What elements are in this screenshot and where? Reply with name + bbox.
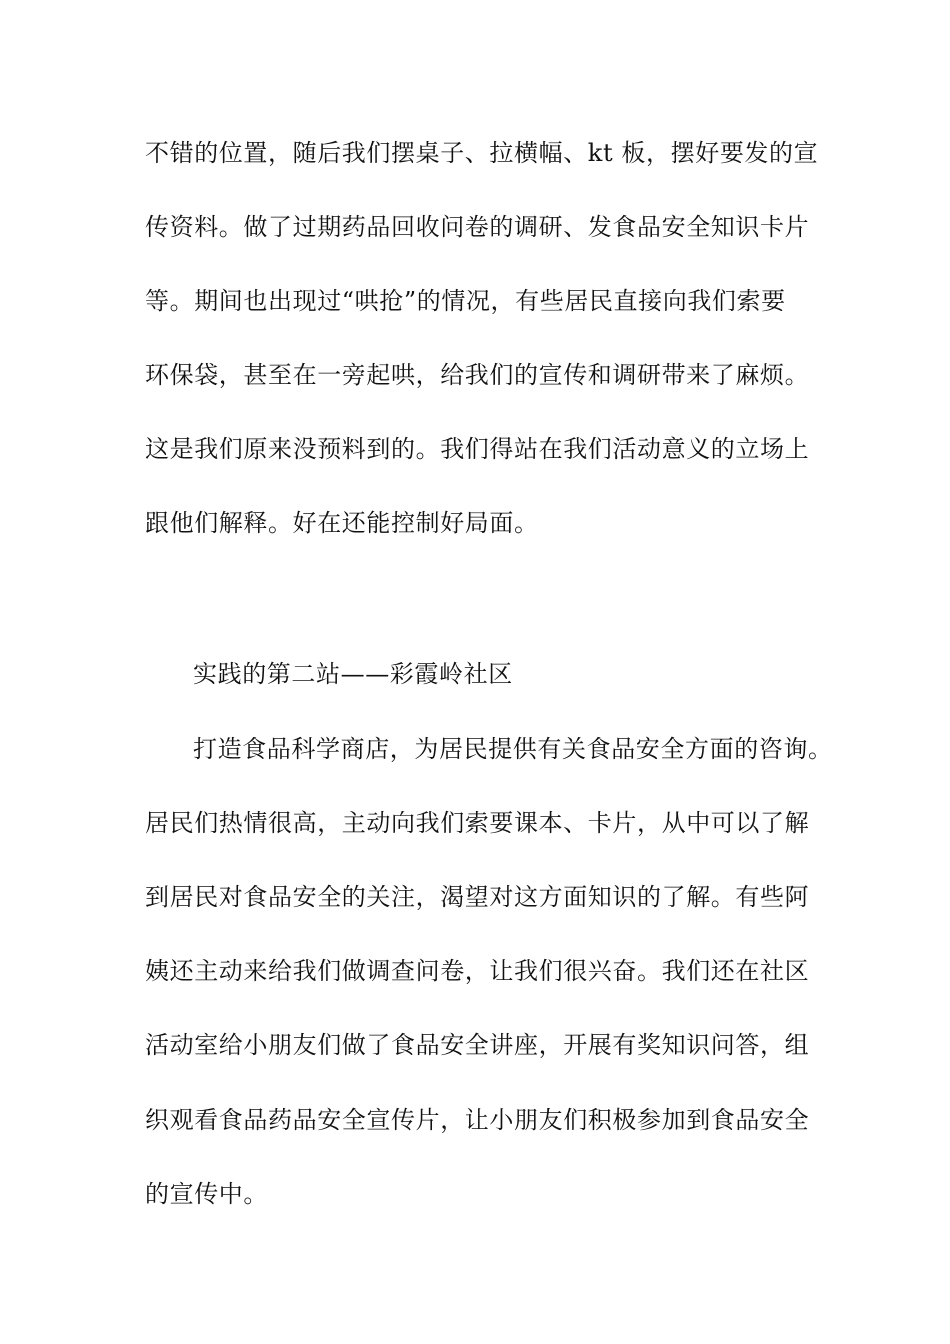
paragraph-1-line-4: 环保袋，甚至在一旁起哄，给我们的宣传和调研带来了麻烦。 [145,361,810,389]
paragraph-1-line-6: 跟他们解释。好在还能控制好局面。 [145,509,539,537]
paragraph-1-line-1: 不错的位置，随后我们摆桌子、拉横幅、kt 板，摆好要发的宣 [145,139,819,167]
paragraph-1-line-5: 这是我们原来没预料到的。我们得站在我们活动意义的立场上 [145,435,810,463]
paragraph-2-line-3: 到居民对食品安全的关注，渴望对这方面知识的了解。有些阿 [145,883,810,911]
paragraph-2-line-7: 的宣传中。 [145,1180,268,1208]
paragraph-2-line-6: 织观看食品药品安全宣传片，让小朋友们积极参加到食品安全 [145,1106,810,1134]
paragraph-1-line-3: 等。期间也出现过“哄抢”的情况，有些居民直接向我们索要 [145,287,786,315]
paragraph-1-line-2: 传资料。做了过期药品回收问卷的调研、发食品安全知识卡片 [145,213,810,241]
paragraph-2-line-1: 打造食品科学商店，为居民提供有关食品安全方面的咨询。 [193,735,833,763]
section-heading: 实践的第二站——彩霞岭社区 [193,660,513,688]
paragraph-2-line-2: 居民们热情很高，主动向我们索要课本、卡片，从中可以了解 [145,809,810,837]
paragraph-2-line-4: 姨还主动来给我们做调查问卷，让我们很兴奋。我们还在社区 [145,957,810,985]
paragraph-2-line-5: 活动室给小朋友们做了食品安全讲座，开展有奖知识问答，组 [145,1031,810,1059]
